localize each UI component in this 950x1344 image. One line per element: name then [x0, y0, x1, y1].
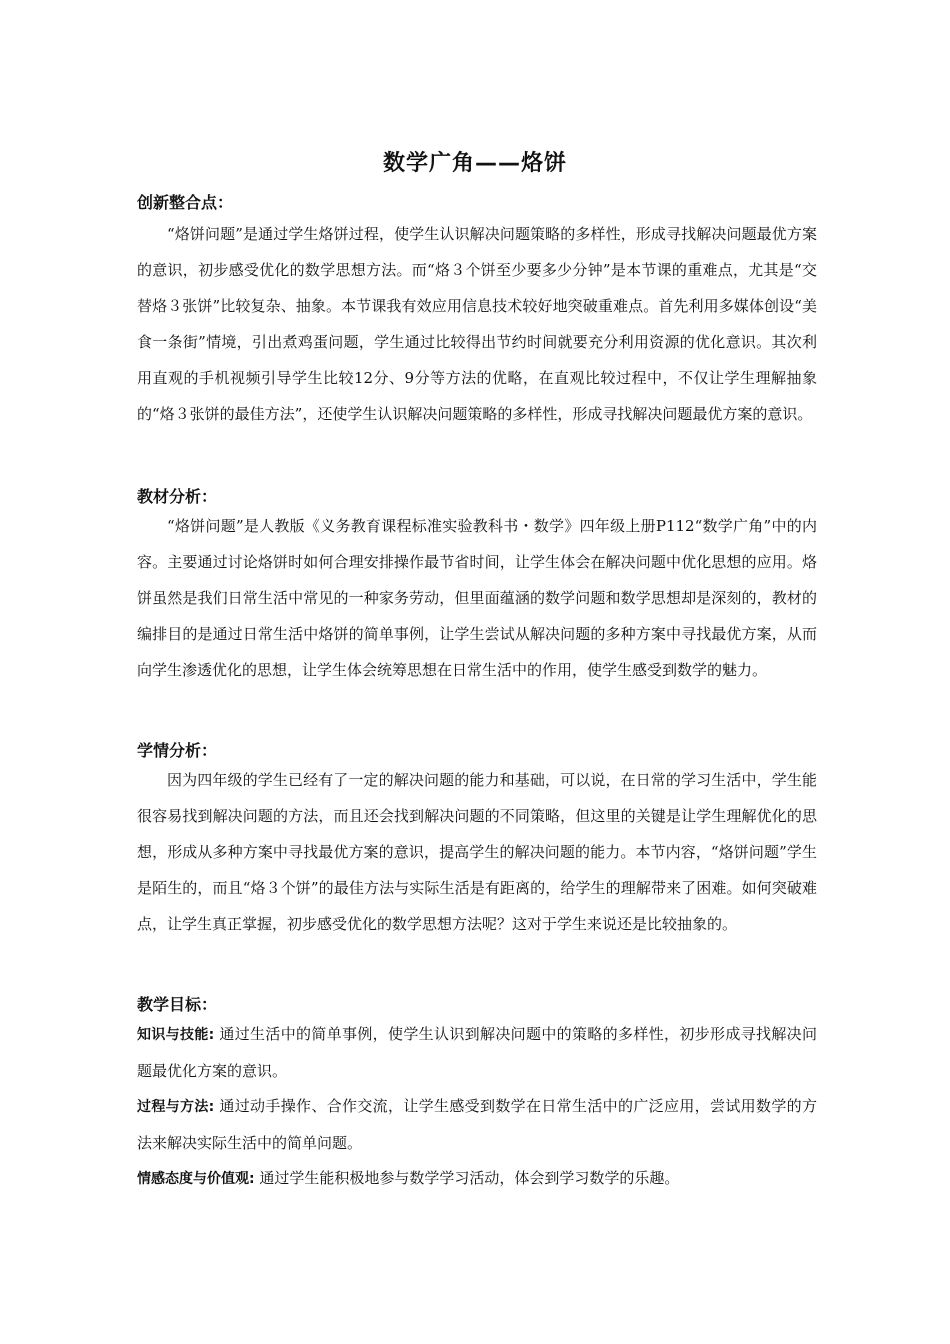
- section-heading-innovation: 创新整合点：: [137, 193, 234, 212]
- goal-process: [137, 1088, 817, 1161]
- goal-knowledge-text: 通过生活中的简单事例，使学生认识到解决问题中的策略的多样性，初步形成寻找解决问题最优化方案的意识。: [137, 1025, 817, 1080]
- goal-emotion-label: 情感态度与价值观:: [137, 1171, 255, 1187]
- section-heading-textbook: 教材分析：: [137, 487, 218, 506]
- section-heading-learners: 学情分析：: [137, 741, 218, 760]
- section-heading-goals: 教学目标：: [137, 995, 218, 1014]
- goal-knowledge-label: 知识与技能:: [137, 1027, 215, 1043]
- goal-process-label: 过程与方法:: [137, 1099, 215, 1115]
- section-text-innovation: “烙饼问题”是通过学生烙饼过程，使学生认识解决问题策略的多样性，形成寻找解决问题最优方案的意识，初步感受优化的数学思想方法。而“烙３个饼至少要多少分钟”是本节课的重难点，尤其是“交替烙３张饼”比较复杂、抽象。本节课我有效应用信息技术较好地突破重难点。首先利用多媒体创设“美食一条街”情境，引出煮鸡蛋问题，学生通过比较得出节约时间就要充分利用资源的优化意识。其次利用直观的手机视频引导学生比较12分、9分等方法的优略，在直观比较过程中，不仅让学生理解抽象的“烙３张饼的最佳方法”，还使学生认识解决问题策略的多样性，形成寻找解决问题最优方案的意识。: [137, 225, 817, 423]
- goal-process-text: 通过动手操作、合作交流，让学生感受到数学在日常生活中的广泛应用，尝试用数学的方法来解决实际生活中的简单问题。: [137, 1097, 817, 1152]
- page-title: 数学广角——烙饼: [382, 151, 567, 176]
- goal-knowledge: [137, 1016, 817, 1089]
- section-text-textbook: “烙饼问题”是人教版《义务教育课程标准实验教科书・数学》四年级上册P112“数学广角”中的内容。主要通过讨论烙饼时如何合理安排操作最节省时间，让学生体会在解决问题中优化思想的应用。烙饼虽然是我们日常生活中常见的一种家务劳动，但里面蕴涵的数学问题和数学思想却是深刻的，教材的编排目的是通过日常生活中烙饼的简单事例，让学生尝试从解决问题的多种方案中寻找最优方案，从而向学生渗透优化的思想，让学生体会统筹思想在日常生活中的作用，使学生感受到数学的魅力。: [137, 517, 817, 679]
- goal-emotion-text: 通过学生能积极地参与数学学习活动，体会到学习数学的乐趣。: [254, 1169, 680, 1187]
- section-text-learners: 因为四年级的学生已经有了一定的解决问题的能力和基础，可以说，在日常的学习生活中，学生能很容易找到解决问题的方法，而且还会找到解决问题的不同策略，但这里的关键是让学生理解优化的思想，形成从多种方案中寻找最优方案的意识，提高学生的解决问题的能力。本节内容，“烙饼问题”学生是陌生的，而且“烙３个饼”的最佳方法与实际生活是有距离的，给学生的理解带来了困难。如何突破难点，让学生真正掌握，初步感受优化的数学思想方法呢？这对于学生来说还是比较抽象的。: [137, 771, 817, 933]
- goal-emotion: [137, 1160, 817, 1197]
